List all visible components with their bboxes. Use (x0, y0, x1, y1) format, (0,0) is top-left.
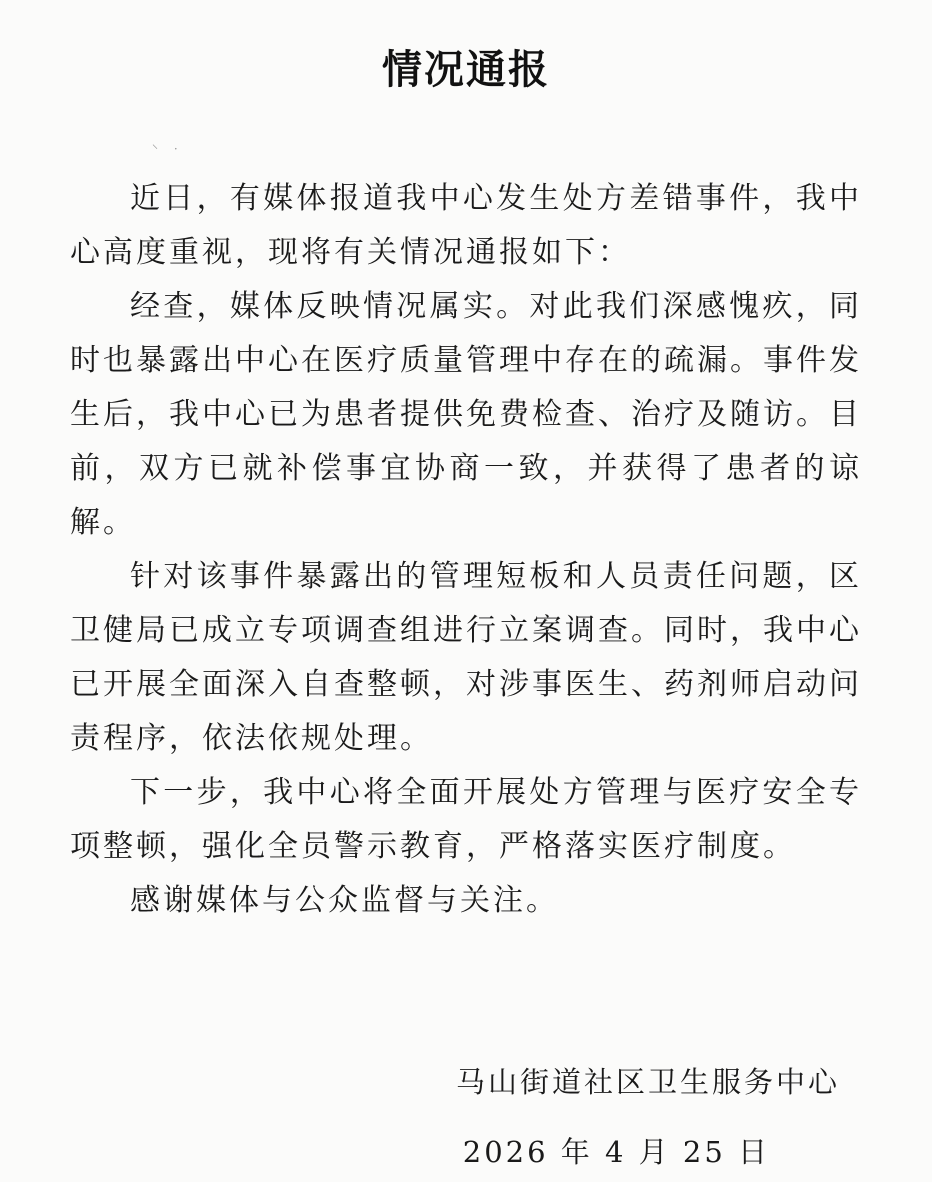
paragraph-5: 感谢媒体与公众监督与关注。 (130, 883, 559, 918)
document-body (70, 172, 862, 928)
issuer-signature: 马山街道社区卫生服务中心 (455, 1065, 840, 1099)
issue-date: 2026 年 4 月 25 日 (462, 1135, 770, 1169)
paragraph-1: 近日，有媒体报道我中心发生处方差错事件，我中心高度重视，现将有关情况通报如下： (70, 181, 862, 270)
document-title: 情况通报 (382, 47, 550, 93)
paragraph-2: 经查，媒体反映情况属实。对此我们深感愧疚，同时也暴露出中心在医疗质量管理中存在的疏漏。事件发生后，我中心已为患者提供免费检查、治疗及随访。目前，双方已就补偿事宜协商一致，并获得了患者的谅解。 (70, 289, 862, 540)
paragraph-3: 针对该事件暴露出的管理短板和人员责任问题，区卫健局已成立专项调查组进行立案调查。同时，我中心已开展全面深入自查整顿，对涉事医生、药剂师启动问责程序，依法依规处理。 (70, 559, 862, 756)
scan-specks: ⸌ · (152, 142, 184, 156)
paragraph-4: 下一步，我中心将全面开展处方管理与医疗安全专项整顿，强化全员警示教育，严格落实医疗制度。 (70, 775, 862, 864)
